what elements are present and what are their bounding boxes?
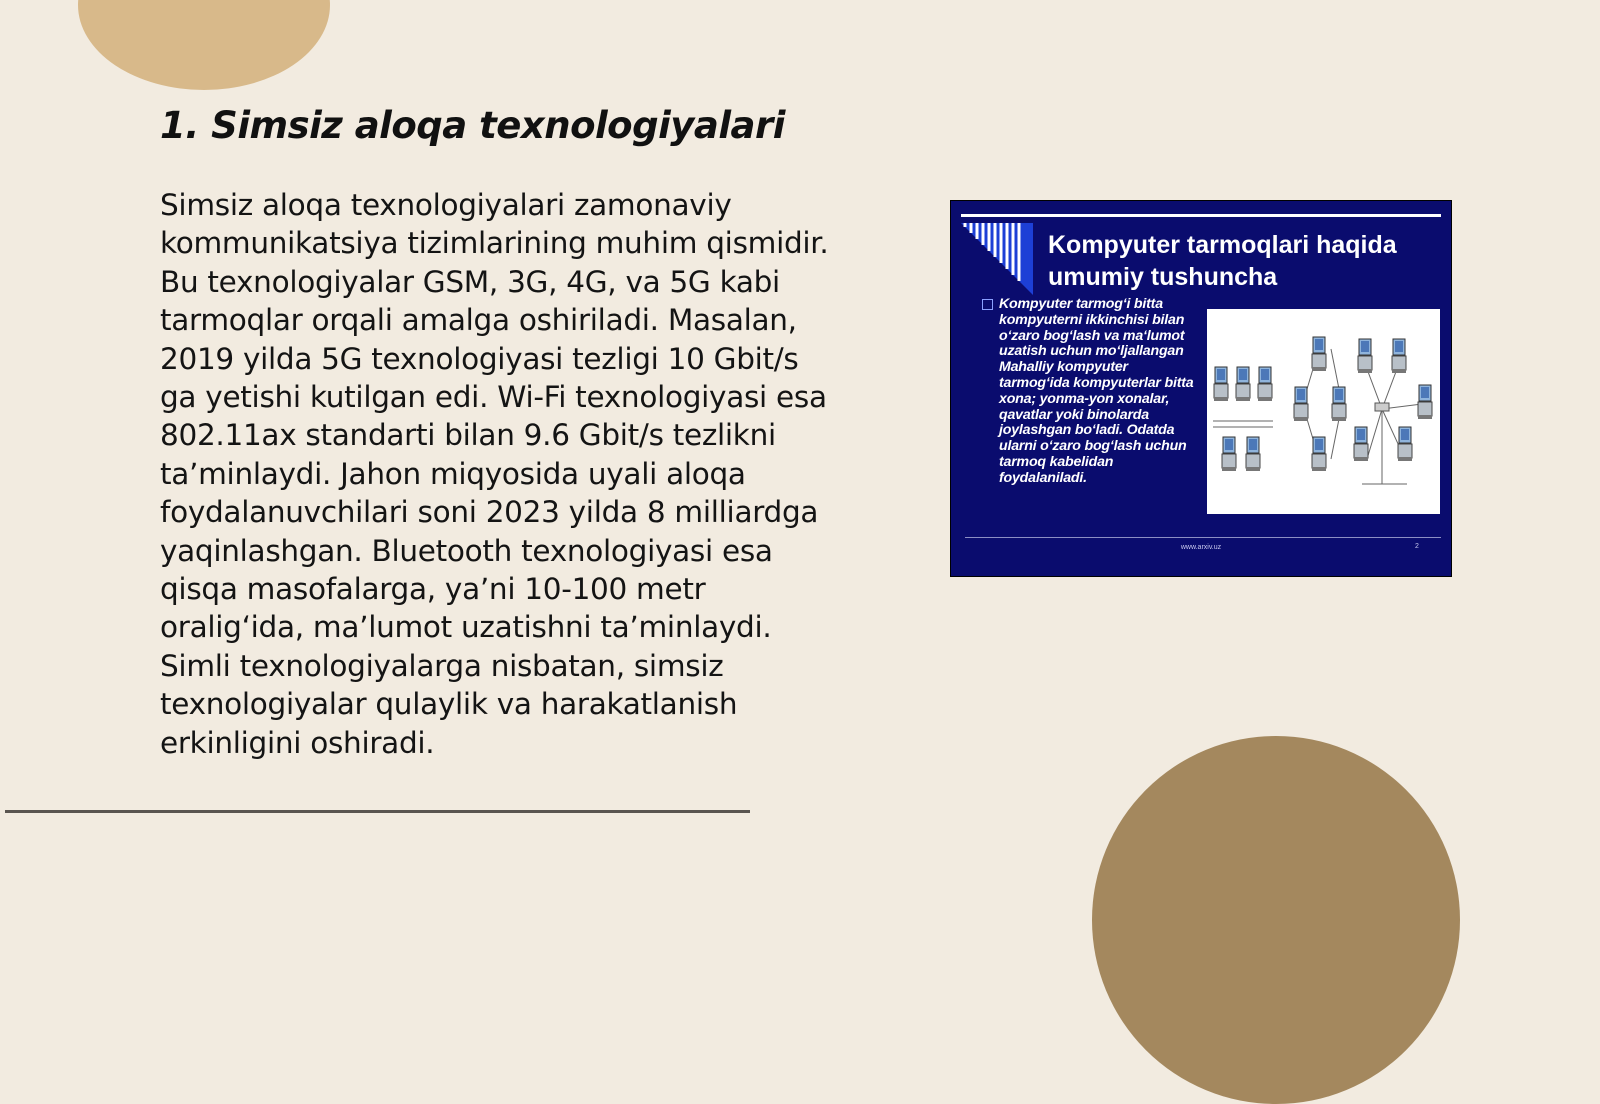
- network-diagram-image: [1207, 309, 1440, 514]
- embedded-slide-title: Kompyuter tarmoqlari haqida umumiy tushuncha: [1048, 231, 1397, 291]
- decorative-circle-bottom: [1092, 736, 1460, 1104]
- divider-line: [5, 810, 750, 813]
- slide-body-text: Simsiz aloqa texnologiyalari zamonaviy kommunikatsiya tizimlarining muhim qismidir. Bu texnologiyalar GSM, 3G, 4G, va 5G kabi tarmoqlar orqali amalga oshiriladi. Masalan, 2019 yilda 5G texnologiyasi tezligi 10 Gbit/s ga yetishi kutilgan edi. Wi-Fi texnologiyasi esa 802.11ax standarti bilan 9.6 Gbit/s tezlikni ta’minlaydi. Jahon miqyosida uyali aloqa foydalanuvchilari soni 2023 yilda 8 milliardga yaqinlashgan. Bluetooth texnologiyasi esa qisqa masofalarga, ya’ni 10-100 metr oralig‘ida, ma’lumot uzatishni ta’minlaydi. Simli texnologiyalarga nisbatan, simsiz texnologiyalar qulaylik va harakatlanish erkinligini oshiradi.: [160, 188, 829, 760]
- network-diagram-icon: [1207, 309, 1440, 514]
- decorative-circle-top: [78, 0, 330, 90]
- slide-title: 1. Simsiz aloqa texnologiyalari: [160, 104, 785, 147]
- stripes-decoration-icon: [961, 223, 1033, 295]
- embedded-slide-top-rule: [961, 214, 1441, 217]
- bullet-square-icon: [982, 299, 993, 310]
- embedded-slide-footer: www.arxiv.uz: [1180, 544, 1222, 551]
- embedded-slide-page-number: 2: [1415, 543, 1419, 550]
- embedded-slide-footer-rule: [965, 537, 1441, 538]
- embedded-slide-image: [950, 200, 1452, 577]
- embedded-slide-body: Kompyuter tarmog‘i bitta kompyuterni ikkinchisi bilan o‘zaro bog‘lash va ma‘lumot uzatish uchun mo‘ljallangan Mahalliy kompyuter tarmog‘ida kompyuterlar bitta xona; yonma-yon xonalar, qavatlar yoki binolarda joylashgan bo‘ladi. Odatda ularni o‘zaro bog‘lash uchun tarmoq kabelidan foydalaniladi.: [999, 296, 1194, 486]
